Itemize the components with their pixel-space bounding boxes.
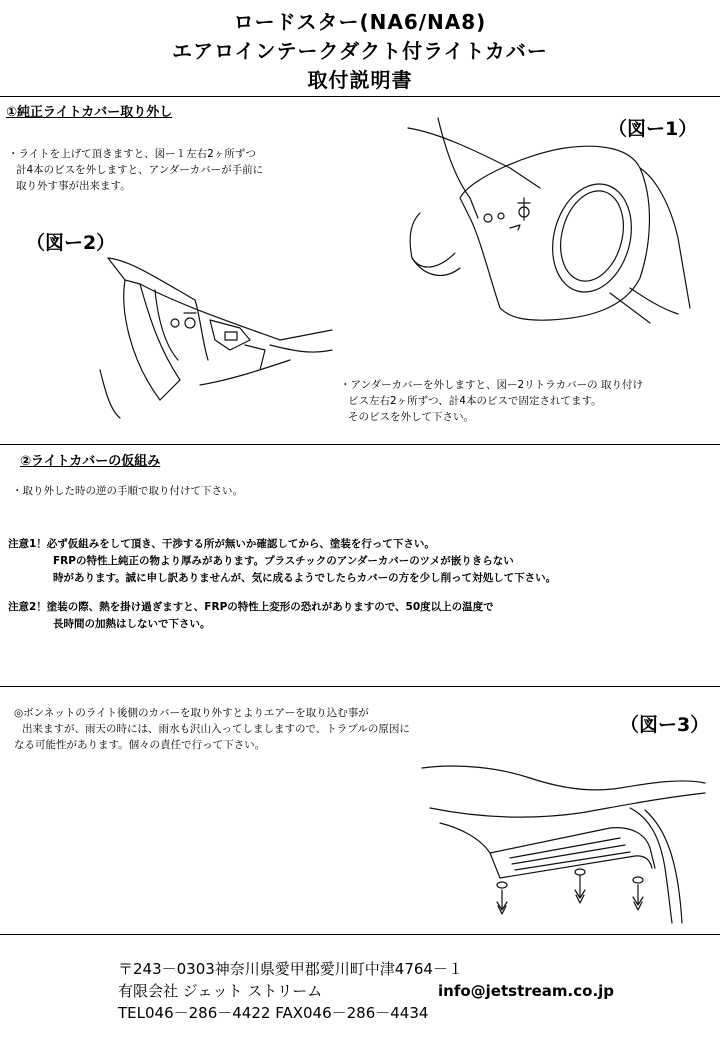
section2-heading: ②ライトカバーの仮組み [20,454,161,469]
divider-section2 [0,444,720,445]
section1-text [8,146,263,194]
section3-text [14,705,410,753]
caution1-line: FRPの特性上純正の物より厚みがあります。プラスチックのアンダーカバーのツメが嵌りきらない [53,555,514,567]
section1-text2-line: そのビスを外して下さい。 [348,411,474,423]
caution2-line: 長時間の加熱はしないで下さい。 [53,618,211,630]
section1-text2-line: ・アンダーカバーを外しますと、図ー2リトラカバーの 取り付け [340,379,643,391]
caution1 [8,536,556,587]
section1-text-line: ・ライトを上げて頂きますと、図ー１左右2ヶ所ずつ [8,148,256,160]
figure2-drawing [100,250,340,420]
section1-text-line: 計4本のビスを外しますと、アンダーカバーが手前に [16,164,264,176]
doc-title-line1: ロードスター(NA6/NA8) [233,10,487,34]
section1-text2 [340,377,643,425]
section3-text-line: 出来ますが、雨天の時には、雨水も沢山入ってしましますので、トラブルの原因に [22,723,410,735]
figure3-label: （図ー3） [620,714,710,736]
section1-heading: ①純正ライトカバー取り外し [6,105,173,120]
caution1-line: 時があります。誠に申し訳ありませんが、気に成るようでしたらカバーの方を少し削って対処して下さい。 [53,572,557,584]
doc-title-line2: エアロインテークダクト付ライトカバー [172,39,548,63]
caution2 [8,599,494,633]
figure1-label: （図ー1） [608,118,698,140]
divider-section3 [0,686,720,687]
company-phone-fax: TEL046－286－4422 FAX046－286－4434 [118,1004,429,1022]
section2-text: ・取り外した時の逆の手順で取り付けて下さい。 [12,485,243,497]
caution2-line: 注意2！塗装の際、熱を掛け過ぎますと、FRPの特性上変形の恐れがありますので、50度以上の温度で [8,601,494,613]
company-name: 有限会社 ジェット ストリーム [118,982,323,1000]
caution1-line: 注意1！必ず仮組みをして頂き、干渉する所が無いか確認してから、塗装を行って下さい。 [8,538,435,550]
section3-text-line: ◎ボンネットのライト後側のカバーを取り外すとよりエアーを取り込む事が [14,707,369,719]
company-email[interactable]: info@jetstream.co.jp [438,982,615,1000]
divider-top [0,96,720,97]
section3-text-line: なる可能性があります。個々の責任で行って下さい。 [14,739,266,751]
figure1-drawing [400,108,700,338]
divider-footer [0,934,720,935]
figure2-label: （図ー2） [26,232,116,254]
section1-text2-line: ビス左右2ヶ所ずつ、計4本のビスで固定されてます。 [348,395,602,407]
doc-title-line3: 取付説明書 [307,68,413,92]
figure3-drawing [420,748,710,928]
company-address: 〒243－0303神奈川県愛甲郡愛川町中津4764－１ [118,960,463,978]
section1-text-line: 取り外す事が出来ます。 [16,180,131,192]
